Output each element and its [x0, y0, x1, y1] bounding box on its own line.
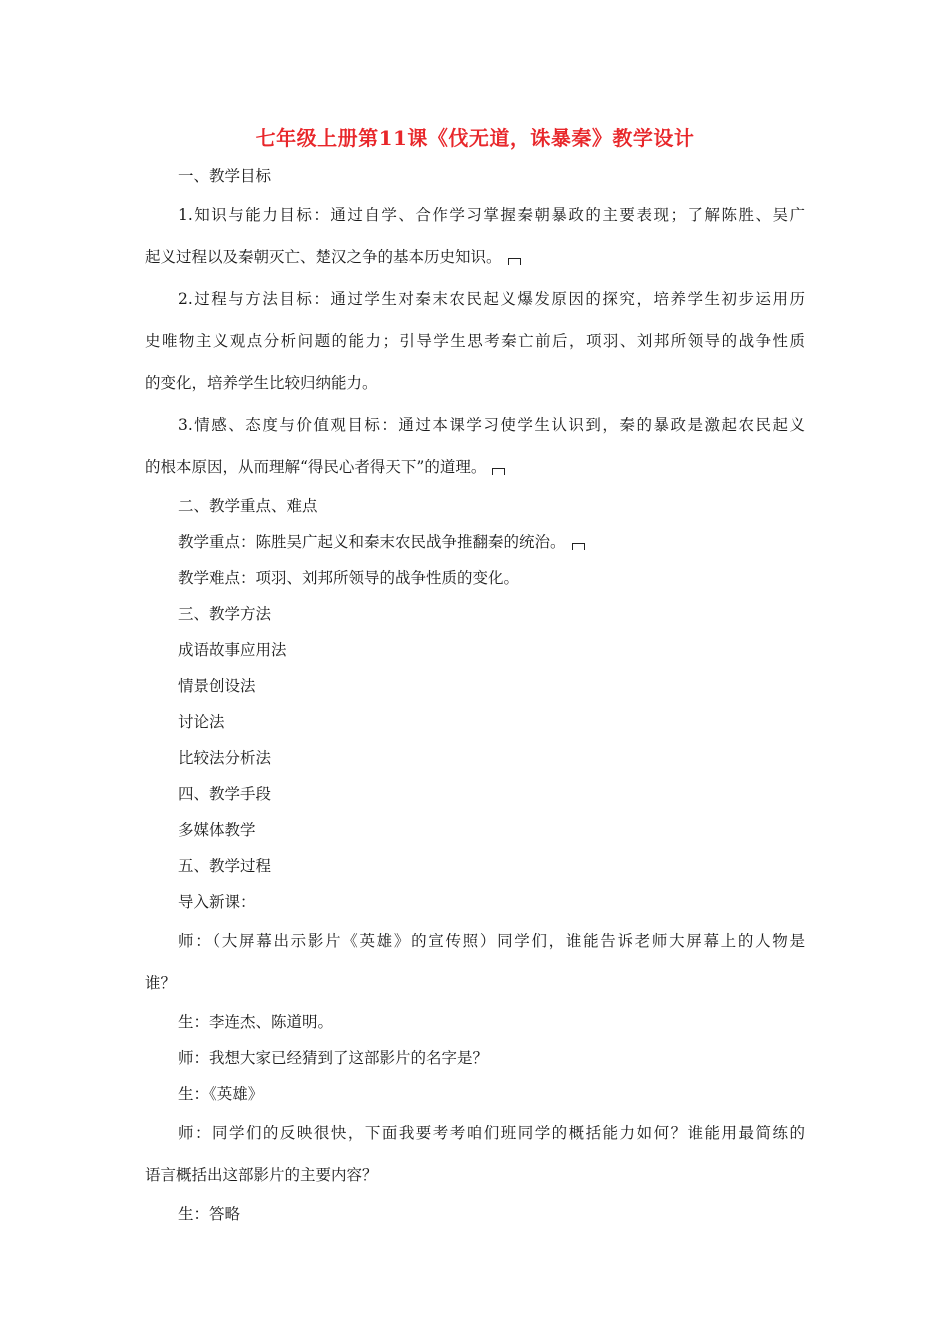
paragraph-line: 1.知识与能力目标：通过自学、合作学习掌握秦朝暴政的主要表现；了解陈胜、吴广: [178, 206, 805, 224]
dialogue-line: 师：同学们的反映很快，下面我要考考咱们班同学的概括能力如何？谁能用最简练的: [178, 1124, 805, 1142]
section-heading: 一、教学目标: [178, 167, 272, 185]
paragraph-line: 的根本原因，从而理解“得民心者得天下”的道理。: [145, 446, 805, 488]
return-mark-icon: [572, 543, 585, 550]
paragraph-line: 教学难点：项羽、刘邦所领导的战争性质的变化。: [178, 569, 520, 587]
section-heading: 五、教学过程: [178, 857, 272, 875]
section-heading: 四、教学手段: [178, 785, 272, 803]
paragraph-line: 2.过程与方法目标：通过学生对秦末农民起义爆发原因的探究，培养学生初步运用历: [178, 290, 805, 308]
list-item: 成语故事应用法: [178, 641, 287, 659]
document-title: 七年级上册第11课《伐无道，诛暴秦》教学设计: [255, 126, 695, 150]
list-item: 讨论法: [178, 713, 225, 731]
return-mark-icon: [508, 258, 521, 265]
section-heading: 三、教学方法: [178, 605, 272, 623]
paragraph-line: 教学重点：陈胜吴广起义和秦末农民战争推翻秦的统治。: [145, 524, 805, 560]
document-body: [145, 158, 805, 1232]
paragraph-line: 导入新课：: [178, 893, 256, 911]
paragraph-line: 起义过程以及秦朝灭亡、楚汉之争的基本历史知识。: [145, 236, 805, 278]
dialogue-line: 生：答略: [178, 1205, 241, 1223]
dialogue-line: 师：我想大家已经猜到了这部影片的名字是？: [178, 1049, 489, 1067]
section-heading: 二、教学重点、难点: [178, 497, 318, 515]
paragraph-line: 史唯物主义观点分析问题的能力；引导学生思考秦亡前后，项羽、刘邦所领导的战争性质: [145, 332, 805, 350]
dialogue-line: 生：李连杰、陈道明。: [178, 1013, 334, 1031]
paragraph-line: 3.情感、态度与价值观目标：通过本课学习使学生认识到，秦的暴政是激起农民起义: [178, 416, 805, 434]
paragraph-line: 的变化，培养学生比较归纳能力。: [145, 374, 378, 392]
dialogue-line: 生：《英雄》: [178, 1085, 264, 1103]
list-item: 情景创设法: [178, 677, 256, 695]
paragraph-line: 多媒体教学: [178, 821, 256, 839]
return-mark-icon: [492, 468, 505, 475]
dialogue-line: 谁？: [145, 974, 177, 992]
dialogue-line: 语言概括出这部影片的主要内容？: [145, 1166, 378, 1184]
dialogue-line: 师：（大屏幕出示影片《英雄》的宣传照）同学们，谁能告诉老师大屏幕上的人物是: [178, 932, 805, 950]
list-item: 比较法分析法: [178, 749, 272, 767]
